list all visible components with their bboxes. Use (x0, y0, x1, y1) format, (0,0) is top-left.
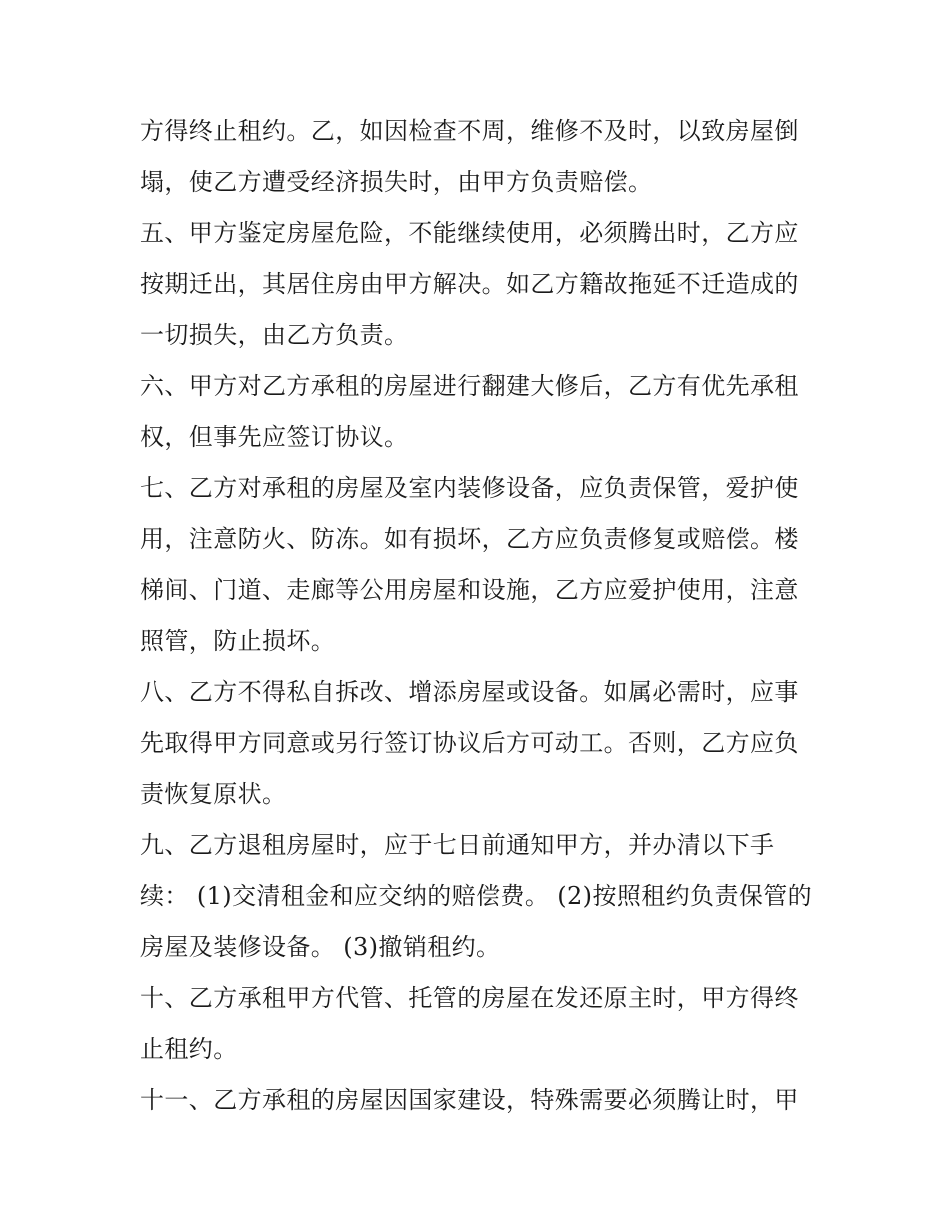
text-line: 六、甲方对乙方承租的房屋进行翻建大修后，乙方有优先承租 (140, 372, 799, 400)
text-line: 八、乙方不得私自拆改、增添房屋或设备。如属必需时，应事 (140, 678, 799, 706)
text-line: 按期迁出，其居住房由甲方解决。如乙方籍故拖延不迁造成的 (140, 270, 799, 298)
text-line: 塌，使乙方遭受经济损失时，由甲方负责赔偿。 (140, 168, 653, 196)
text-line: 一切损失，由乙方负责。 (140, 321, 409, 349)
text-line: 权，但事先应签订协议。 (140, 423, 409, 451)
text-line: 方得终止租约。乙，如因检查不周，维修不及时，以致房屋倒 (140, 117, 799, 145)
text-line: 梯间、门道、走廊等公用房屋和设施，乙方应爱护使用，注意 (140, 576, 799, 604)
text-line: 十一、乙方承租的房屋因国家建设，特殊需要必须腾让时，甲 (140, 1086, 799, 1114)
text-line: 五、甲方鉴定房屋危险，不能继续使用，必须腾出时，乙方应 (140, 219, 799, 247)
text-line: 照管，防止损坏。 (140, 627, 336, 655)
text-line: 九、乙方退租房屋时，应于七日前通知甲方，并办清以下手 (140, 831, 775, 859)
text-line: 十、乙方承租甲方代管、托管的房屋在发还原主时，甲方得终 (140, 984, 799, 1012)
text-line: 房屋及装修设备。 (3)撤销租约。 (140, 933, 501, 961)
text-line: 止租约。 (140, 1035, 238, 1063)
text-line: 用，注意防火、防冻。如有损坏，乙方应负责修复或赔偿。楼 (140, 525, 799, 553)
text-line: 续： (1)交清租金和应交纳的赔偿费。 (2)按照租约负责保管的 (140, 882, 813, 910)
text-line: 责恢复原状。 (140, 780, 287, 808)
text-line: 先取得甲方同意或另行签订协议后方可动工。否则，乙方应负 (140, 729, 799, 757)
document-body (140, 106, 820, 1126)
text-line: 七、乙方对承租的房屋及室内装修设备，应负责保管，爱护使 (140, 474, 799, 502)
